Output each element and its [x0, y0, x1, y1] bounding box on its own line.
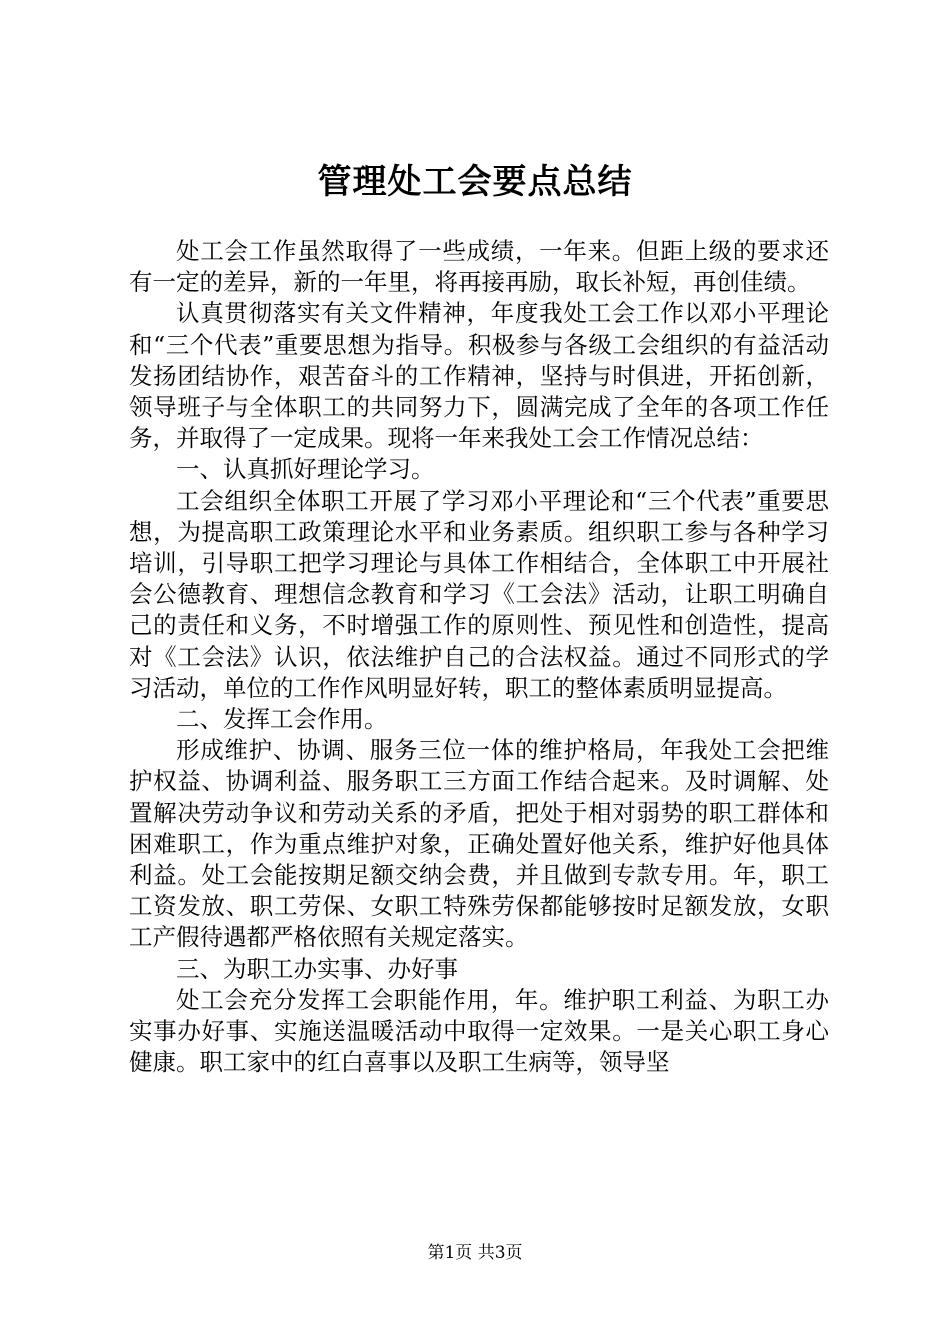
section-heading-1: 一、认真抓好理论学习。	[176, 455, 435, 484]
paragraph-section-1: 工会组织全体职工开展了学习邓小平理论和“三个代表”重要思想，为提高职工政策理论水平和业务素质。组织职工参与各种学习培训，引导职工把学习理论与具体工作相结合，全体职工中开展社会公德教育、理想信念教育和学习《工会法》活动，让职工明确自己的责任和义务，不时增强工作的原则性、预见性和创造性，提高对《工会法》认识，依法维护自己的合法权益。通过不同形式的学习活动，单位的工作作风明显好转，职工的整体素质明显提高。	[129, 486, 829, 702]
paragraph-intro: 处工会工作虽然取得了一些成绩，一年来。但距上级的要求还有一定的差异，新的一年里，将再接再励，取长补短，再创佳绩。	[129, 237, 829, 297]
section-heading-2: 二、发挥工会作用。	[176, 705, 388, 734]
paragraph-overview: 认真贯彻落实有关文件精神，年度我处工会工作以邓小平理论和“三个代表”重要思想为指导。积极参与各级工会组织的有益活动发扬团结协作，艰苦奋斗的工作精神，坚持与时俱进，开拓创新，领导班子与全体职工的共同努力下，圆满完成了全年的各项工作任务，并取得了一定成果。现将一年来我处工会工作情况总结：	[129, 299, 829, 453]
paragraph-section-2: 形成维护、协调、服务三位一体的维护格局，年我处工会把维护权益、协调利益、服务职工三方面工作结合起来。及时调解、处置解决劳动争议和劳动关系的矛盾，把处于相对弱势的职工群体和困难职工，作为重点维护对象，正确处置好他关系，维护好他具体利益。处工会能按期足额交纳会费，并且做到专款专用。年，职工工资发放、职工劳保、女职工特殊劳保都能够按时足额发放，女职工产假待遇都严格依照有关规定落实。	[129, 736, 829, 952]
paragraph-section-3: 处工会充分发挥工会职能作用，年。维护职工利益、为职工办实事办好事、实施送温暖活动中取得一定效果。一是关心职工身心健康。职工家中的红白喜事以及职工生病等，领导坚	[129, 985, 829, 1077]
section-heading-3: 三、为职工办实事、办好事	[176, 954, 458, 983]
document-title: 管理处工会要点总结	[317, 162, 633, 202]
page-number-footer: 第1页 共3页	[427, 1243, 523, 1263]
document-body	[129, 236, 829, 1078]
